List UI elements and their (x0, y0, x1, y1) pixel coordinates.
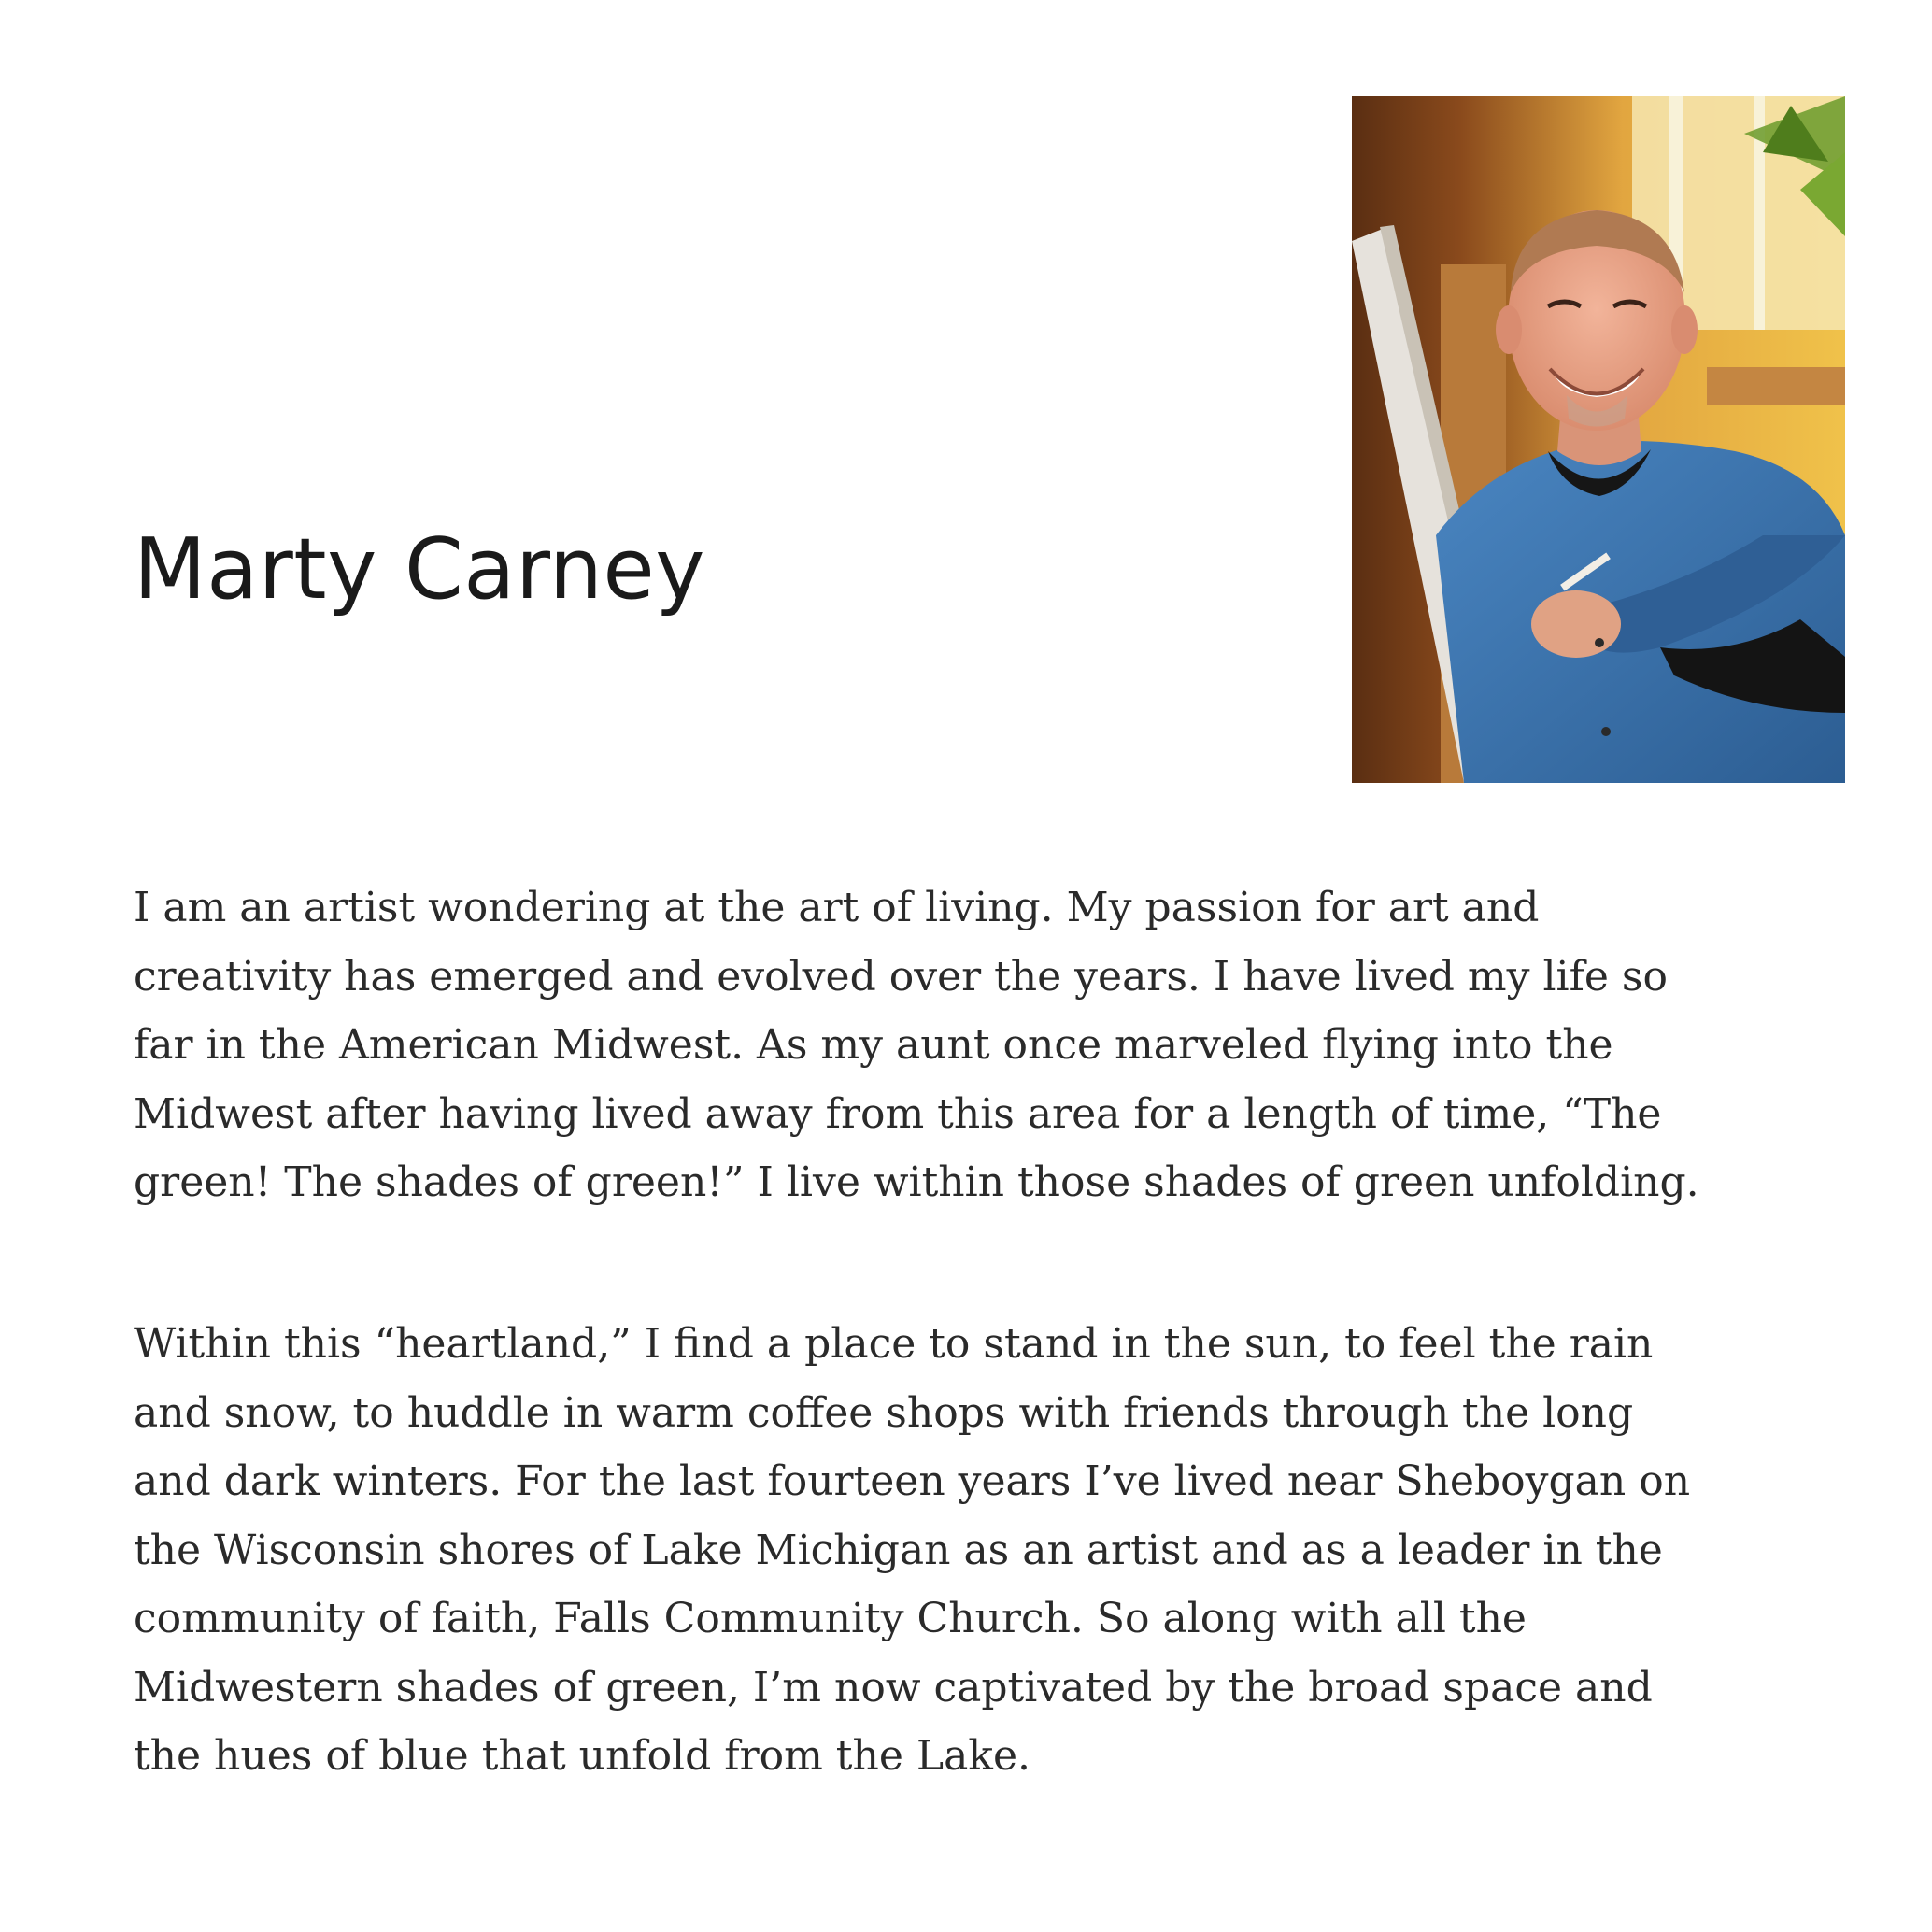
bio-line: I am an artist wondering at the art of living. My passion for art and (134, 884, 1540, 931)
bio-line: community of faith, Falls Community Church. So along with all the (134, 1595, 1527, 1642)
bio-line: Within this “heartland,” I find a place to stand in the sun, to feel the rain (134, 1320, 1654, 1368)
bio-line: green! The shades of green!” I live within those shades of green unfolding. (134, 1158, 1699, 1206)
bio-line: far in the American Midwest. As my aunt once marveled flying into the (134, 1021, 1613, 1069)
bio-line: and snow, to huddle in warm coffee shops with friends through the long (134, 1388, 1634, 1437)
bio-line: creativity has emerged and evolved over the years. I have lived my life so (134, 952, 1668, 1001)
bio-line: Midwest after having lived away from this area for a length of time, “The (134, 1089, 1662, 1138)
artist-portrait (1352, 96, 1845, 783)
page-title: Marty Carney (134, 520, 706, 618)
bio-line: the Wisconsin shores of Lake Michigan as an artist and as a leader in the (134, 1526, 1663, 1574)
bio-line: Midwestern shades of green, I’m now captivated by the broad space and (134, 1663, 1653, 1712)
bio-paragraph-1 (134, 874, 1843, 1217)
bio-paragraph-2 (134, 1310, 1843, 1791)
bio-line: the hues of blue that unfold from the Lake. (134, 1732, 1030, 1780)
bio-line: and dark winters. For the last fourteen years I’ve lived near Sheboygan on (134, 1457, 1691, 1505)
